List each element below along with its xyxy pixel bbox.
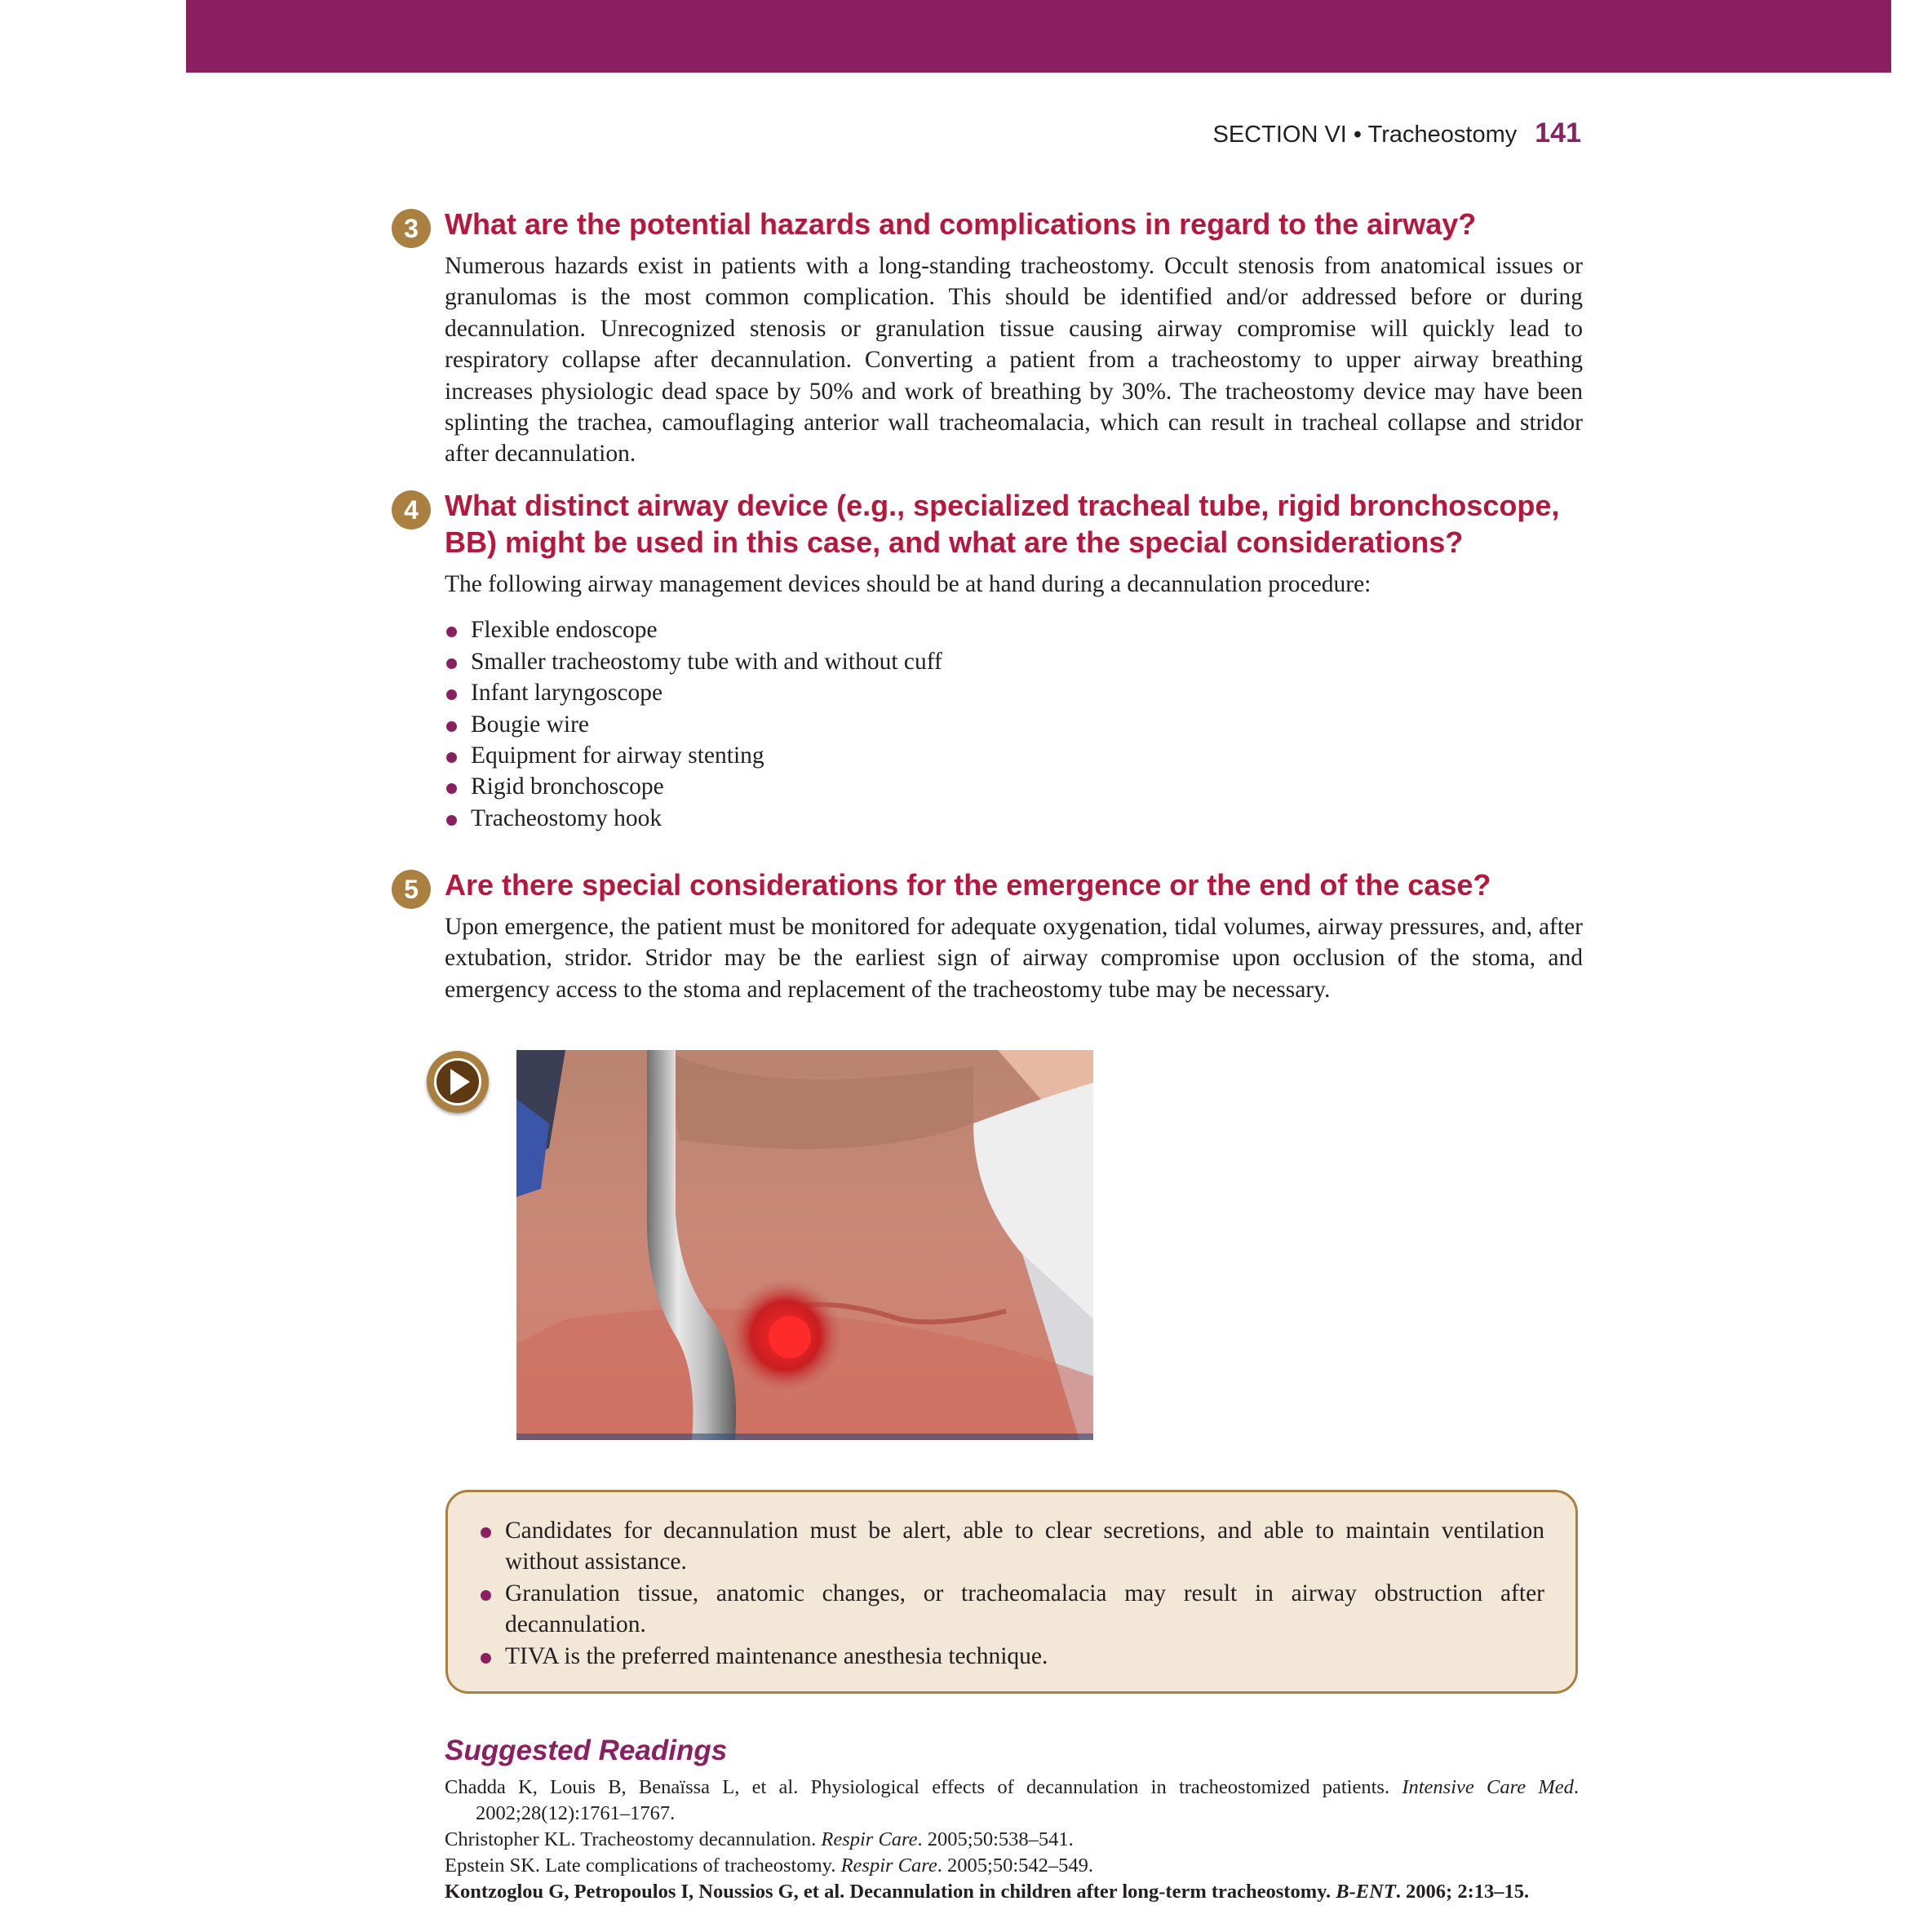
answer-paragraph: Upon emergence, the patient must be monitored for adequate oxygenation, tidal volumes, airway pressures, and, after extubation, stridor. Stridor may be the earliest sign of airway compromise upon occlusion of the stoma, and emergency access to the stoma and replacement of the tracheostomy tube may be necessary. (445, 914, 1583, 1003)
reference-list (445, 1775, 1579, 1905)
reference-item: Kontzoglou G, Petropoulos I, Noussios G, et al. Decannulation in children after long-term tracheostomy. B-ENT. 2006; 2:13–15. (445, 1881, 1530, 1903)
journal-name: Intensive Care Med (1402, 1776, 1574, 1798)
question-heading: What are the potential hazards and complications in regard to the airway? (445, 207, 1477, 241)
play-icon[interactable] (427, 1051, 489, 1113)
list-item: Smaller tracheostomy tube with and without cuff (445, 646, 1583, 677)
list-item: Granulation tissue, anatomic changes, or tracheomalacia may result in airway obstruction after decannulation. (479, 1578, 1544, 1641)
clinical-photo (516, 1050, 1093, 1440)
question-number-badge: 4 (392, 490, 431, 530)
question-4 (392, 487, 1583, 834)
list-item: Flexible endoscope (445, 614, 1583, 645)
reference-item: Chadda K, Louis B, Benaïssa L, et al. Physiological effects of decannulation in tracheostomized patients. Intensive Care Med. 2002;28(12):1761–1767. (445, 1776, 1580, 1824)
question-heading: Are there special considerations for the emergence or the end of the case? (445, 868, 1491, 902)
journal-name: Respir Care (821, 1828, 918, 1850)
play-icon-triangle (450, 1069, 470, 1095)
answer-paragraph: Numerous hazards exist in patients with a long-standing tracheostomy. Occult stenosis from anatomical issues or granulomas is the most common complication. This should be identified and/or addressed before or during decannulation. Unrecognized stenosis or granulation tissue causing airway compromise will quickly lead to respiratory collapse after decannulation. Converting a patient from a tracheostomy to upper airway breathing increases physiologic dead space by 50% and work of breathing by 30%. The tracheostomy device may have been splinting the trachea, camouflaging anterior wall tracheomalacia, which can result in tracheal collapse and stridor after decannulation. (445, 253, 1583, 467)
journal-name: B-ENT (1336, 1881, 1396, 1903)
list-item: Infant laryngoscope (445, 677, 1583, 708)
question-heading: What distinct airway device (e.g., specialized tracheal tube, rigid bronchoscope, BB) might be used in this case, and what are the special considerations? (445, 489, 1560, 559)
section-label: SECTION VI • Tracheostomy (1212, 122, 1518, 148)
running-header (1213, 117, 1582, 149)
answer-paragraph: The following airway management devices should be at hand during a decannulation procedure: (445, 571, 1371, 597)
list-item: Candidates for decannulation must be alert, able to clear secretions, and able to maintain ventilation without assistance. (479, 1515, 1544, 1578)
reference-item: Christopher KL. Tracheostomy decannulation. Respir Care. 2005;50:538–541. (445, 1828, 1074, 1850)
neck-stoma-photo (516, 1050, 1093, 1440)
top-color-bar (186, 0, 1891, 73)
question-3 (392, 206, 1583, 470)
journal-name: Respir Care (840, 1854, 937, 1877)
key-points-box (445, 1490, 1578, 1694)
list-item: Equipment for airway stenting (445, 740, 1583, 771)
reference-item: Epstein SK. Late complications of tracheostomy. Respir Care. 2005;50:542–549. (445, 1854, 1094, 1877)
question-number-badge: 5 (392, 870, 431, 909)
question-number-badge: 3 (392, 209, 431, 248)
suggested-readings-title: Suggested Readings (445, 1735, 728, 1766)
page-number: 141 (1535, 117, 1581, 148)
list-item: Rigid bronchoscope (445, 771, 1583, 802)
list-item: Tracheostomy hook (445, 803, 1583, 834)
key-points-list (479, 1515, 1544, 1672)
list-item: TIVA is the preferred maintenance anesthesia technique. (479, 1641, 1544, 1672)
list-item: Bougie wire (445, 709, 1583, 740)
question-5 (392, 866, 1583, 1005)
device-list (445, 614, 1583, 834)
